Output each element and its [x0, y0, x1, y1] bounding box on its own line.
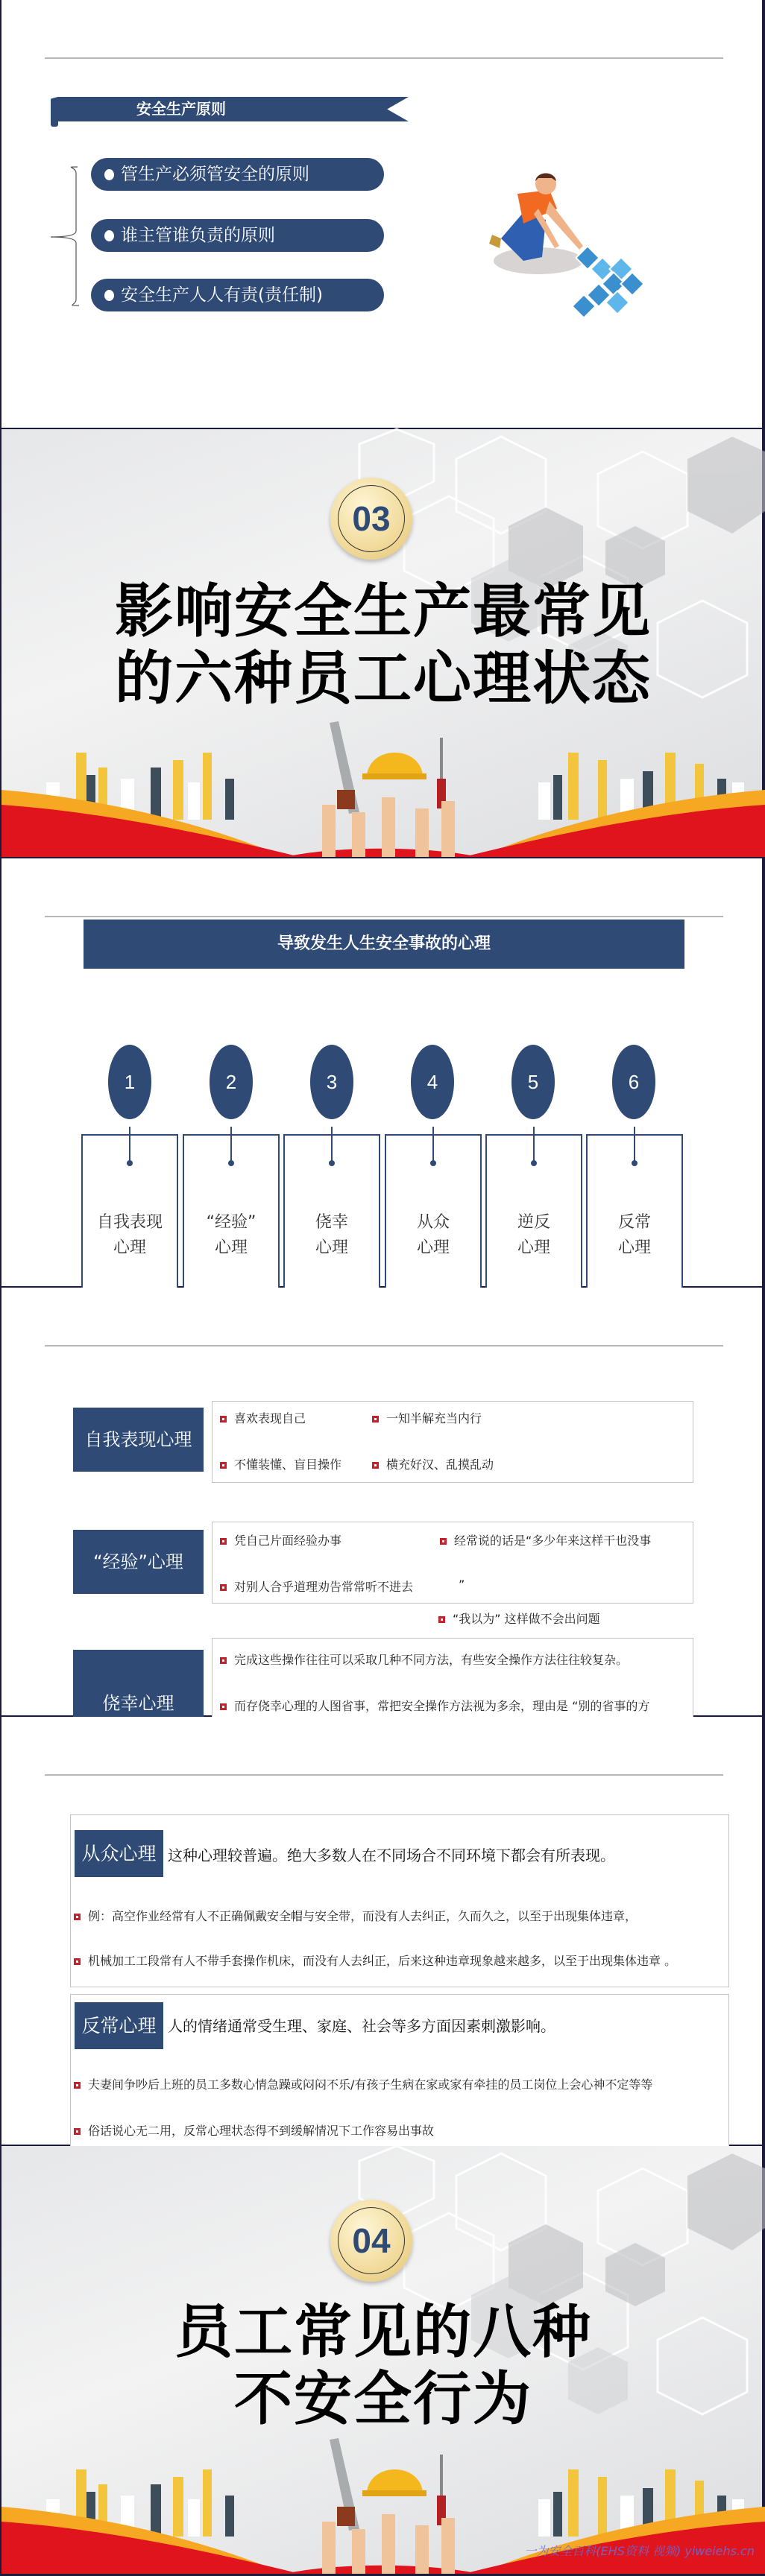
bullet-icon [440, 1538, 447, 1545]
section-number-badge: 03 [330, 478, 412, 560]
panel-abnormal: 反常心理 人的情绪通常受生理、家庭、社会等多方面因素刺激影响。 夫妻间争吵后上班的员工多数心情急躁或闷闷不乐/有孩子生病在家或家有牵挂的员工岗位上会心神不定等等 俗话说心无二用，反常心理状态得不到缓解情况下工作容易出事故 [70, 1994, 729, 2153]
principle-item-2: 谁主管谁负责的原则 [91, 219, 384, 252]
principle-item-1: 管生产必须管安全的原则 [91, 158, 384, 191]
bullet-icon [372, 1462, 379, 1469]
red-wave-footer-with-tools [1, 708, 765, 857]
watermark-text: 一为安全百科(EHS资料 视频) yiweiehs.cn [524, 2544, 755, 2558]
section-number-badge: 04 [330, 2200, 412, 2282]
number-circle-2: 2 [210, 1045, 253, 1119]
mentality-card-2: “经验” 心理 [183, 1134, 280, 1358]
number-circle-6: 6 [612, 1045, 655, 1119]
label-conformity: 从众心理 [75, 1830, 163, 1877]
section-title-line2: 不安全行为 [233, 2366, 532, 2433]
bullet-icon [220, 1538, 227, 1545]
content-experience: 凭自己片面经验办事 经常说的话是“多少年来这样干也没事 ” 对别人合乎道理劝告常常听不进去 [212, 1522, 693, 1604]
slide-six-mentalities-overview [0, 858, 764, 1288]
section-title-line1: 员工常见的八种 [174, 2299, 592, 2366]
bullet-icon [438, 1616, 445, 1623]
divider-line [45, 1774, 723, 1776]
mentality-card-4: 从众 心理 [385, 1134, 482, 1358]
content-luck: 完成这些操作往往可以采取几种不同方法，有些安全操作方法往往较复杂。 而存侥幸心理的人图省事，常把安全操作方法视为多余，理由是 “别的省事的方 [212, 1638, 693, 1774]
divider-line [45, 916, 723, 917]
label-abnormal: 反常心理 [75, 2002, 163, 2049]
label-experience: “经验”心理 [73, 1530, 204, 1594]
overview-header: 导致发生人生安全事故的心理 [84, 920, 684, 969]
bullet-dot-icon [104, 290, 114, 301]
slide-safety-principles [0, 0, 764, 429]
slide-mentality-details-2 [0, 1717, 764, 2146]
number-circle-4: 4 [411, 1045, 454, 1119]
bullet-icon [74, 2082, 81, 2089]
section-title-line2: 的六种员工心理状态 [114, 645, 652, 712]
bullet-icon [220, 1416, 227, 1423]
bullet-dot-icon [104, 230, 114, 241]
mentality-card-1: 自我表现 心理 [81, 1134, 178, 1358]
mentality-card-5: 逆反 心理 [485, 1134, 582, 1358]
bullet-icon [220, 1584, 227, 1591]
worker-laying-tiles-illustration [471, 168, 665, 317]
slide-mentality-details-1 [0, 1288, 764, 1717]
bullet-dot-icon [104, 169, 114, 180]
bullet-icon [220, 1657, 227, 1664]
bullet-icon [220, 1462, 227, 1469]
number-circle-5: 5 [511, 1045, 555, 1119]
brace-connector [49, 165, 94, 307]
bullet-icon [74, 2128, 81, 2135]
principle-item-3: 安全生产人人有责(责任制) [91, 279, 384, 311]
mentality-card-6: 反常 心理 [586, 1134, 683, 1358]
bullet-icon [220, 1703, 227, 1710]
number-circle-1: 1 [108, 1045, 151, 1119]
label-luck: 侥幸心理 [73, 1650, 204, 1758]
bullet-icon [74, 1914, 81, 1920]
section-title-line1: 影响安全生产最常见 [114, 578, 652, 645]
bullet-icon [372, 1416, 379, 1423]
slide-section-04 [0, 2146, 764, 2575]
mentality-card-3: 侥幸 心理 [283, 1134, 380, 1358]
label-self-display: 自我表现心理 [73, 1408, 204, 1472]
bullet-icon [74, 1958, 81, 1965]
number-circle-3: 3 [310, 1045, 353, 1119]
content-self-display: 喜欢表现自己 一知半解充当内行 不懂装懂、盲目操作 横充好汉、乱摸乱动 [212, 1401, 693, 1483]
divider-line [45, 1345, 723, 1346]
divider-line [45, 57, 723, 59]
slide-section-03 [0, 429, 764, 858]
panel-conformity: 从众心理 这种心理较普遍。绝大多数人在不同场合不同环境下都会有所表现。 例：高空作业经常有人不正确佩戴安全帽与安全带，而没有人去纠正，久而久之，以至于出现集体违章， 机械加工工段常有人不带手套操作机床，而没有人去纠正，后来这种违章现象越来越多，以至于出现集体违章 。 [70, 1814, 729, 1987]
overflow-bullet: “我以为” 这样做不会出问题 [438, 1610, 600, 1627]
ribbon-title: 安全生产原则 [136, 100, 226, 118]
